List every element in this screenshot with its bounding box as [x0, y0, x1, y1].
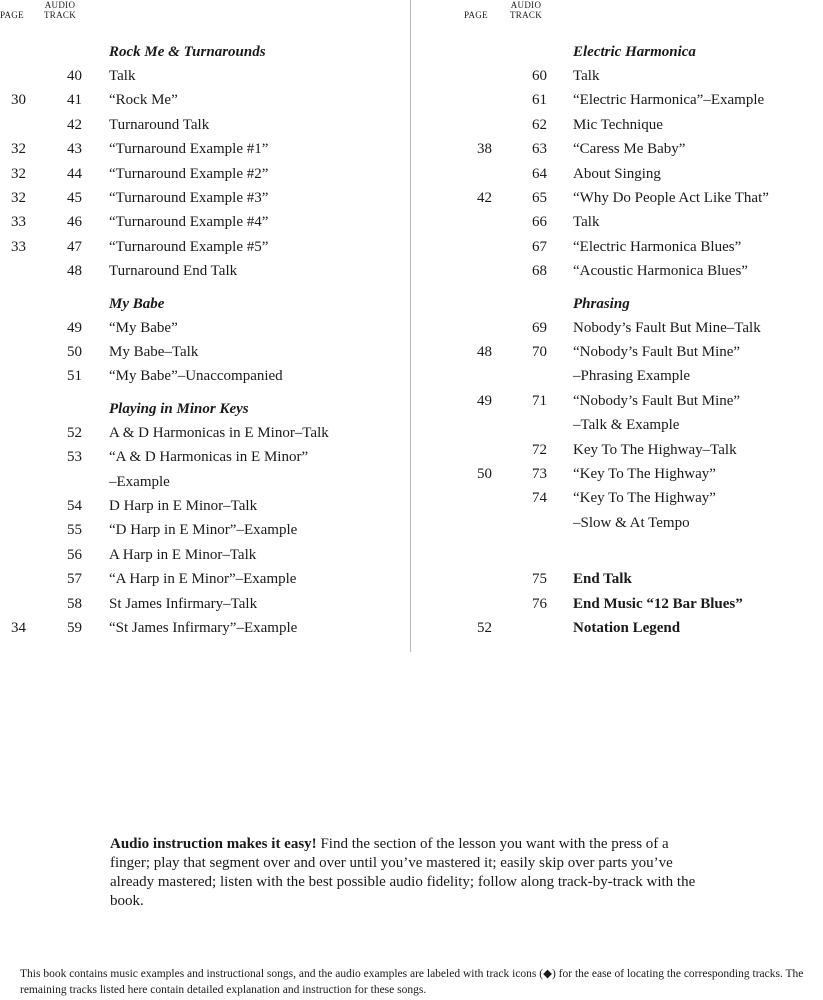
track-header-line: TRACK [44, 10, 77, 20]
track-number: 62 [532, 116, 547, 133]
page-number: 30 [11, 92, 26, 109]
track-title: “Electric Harmonica Blues” [573, 238, 742, 255]
track-title: A & D Harmonicas in E Minor–Talk [109, 424, 329, 441]
track-number: 59 [67, 620, 82, 636]
track-row [415, 139, 823, 163]
track-row [0, 115, 405, 139]
track-number: 50 [67, 344, 82, 360]
promo-paragraph [110, 835, 710, 911]
track-number: 72 [532, 441, 547, 458]
track-title: “My Babe”–Unaccompanied [109, 368, 283, 385]
track-row [415, 594, 823, 618]
track-number: 56 [67, 546, 82, 563]
track-number: 47 [67, 238, 82, 255]
track-row [0, 569, 405, 593]
promo-text: Find the section of the lesson you want with the press of a finger; play that segment over and over until you’ve mastered it; easily skip over parts you’ve already mastered; listen with the best possible audio fidelity; follow along track-by-track with the book. [110, 836, 696, 909]
track-title: A Harp in E Minor–Talk [109, 546, 257, 563]
track-row [0, 423, 405, 447]
track-row [0, 212, 405, 236]
track-number: 64 [532, 165, 547, 182]
track-number: 60 [532, 68, 547, 84]
track-number: 74 [532, 490, 547, 507]
track-row [415, 261, 823, 285]
track-number: 52 [67, 424, 82, 441]
track-row [415, 115, 823, 139]
page-number: 49 [477, 392, 492, 409]
track-row [415, 618, 823, 642]
track-row [415, 237, 823, 261]
track-title: Key To The Highway–Talk [573, 441, 737, 458]
audio-track-column-header [44, 0, 76, 20]
track-number: 43 [67, 141, 82, 158]
track-row [0, 139, 405, 163]
page-column-header: PAGE [0, 10, 24, 20]
track-row [415, 440, 823, 464]
section-heading: Playing in Minor Keys [109, 400, 249, 417]
track-title: “My Babe” [109, 319, 178, 336]
track-title: D Harp in E Minor–Talk [109, 498, 258, 514]
footnote: This book contains music examples and instructional songs, and the audio examples are labeled with track icons (◆) for the ease of locating the corresponding tracks. The remaining tracks listed here contain detailed explanation and instruction for these songs. [20, 968, 804, 996]
page-number: 34 [11, 620, 26, 636]
track-number: 75 [532, 571, 547, 588]
track-row [415, 188, 823, 212]
track-title: “Electric Harmonica”–Example [573, 92, 765, 109]
track-title: “Caress Me Baby” [573, 141, 686, 158]
track-number: 41 [67, 92, 82, 109]
track-number: 58 [67, 595, 82, 612]
track-row [0, 164, 405, 188]
track-title: “A Harp in E Minor”–Example [109, 571, 297, 588]
track-number: 76 [532, 595, 547, 612]
track-header-line: TRACK [510, 10, 543, 20]
track-title: “Nobody’s Fault But Mine” [573, 344, 741, 360]
track-number: 49 [67, 319, 82, 336]
track-title: “Why Do People Act Like That” [573, 190, 769, 206]
track-title: “Rock Me” [109, 92, 178, 109]
page-number: 33 [11, 238, 26, 255]
track-title: “Key To The Highway” [573, 466, 716, 482]
section-heading: Electric Harmonica [573, 44, 696, 60]
page-number: 48 [477, 344, 492, 360]
track-row [0, 545, 405, 569]
track-title: Talk [573, 68, 600, 84]
track-number: 68 [532, 263, 547, 280]
track-number: 45 [67, 190, 82, 206]
track-row [415, 391, 823, 415]
track-row [0, 318, 405, 342]
track-title: My Babe–Talk [109, 344, 199, 360]
audio-track-column-header [510, 0, 542, 20]
page-number: 52 [477, 620, 492, 636]
track-title: “Acoustic Harmonica Blues” [573, 263, 748, 280]
track-title: Turnaround Talk [109, 116, 210, 133]
track-row [0, 261, 405, 285]
track-title: End Talk [573, 571, 632, 588]
track-title: –Example [109, 473, 170, 490]
track-title: Nobody’s Fault But Mine–Talk [573, 319, 761, 336]
track-number: 40 [67, 68, 82, 84]
track-title: “Turnaround Example #1” [109, 141, 269, 158]
track-number: 57 [67, 571, 82, 588]
track-row [415, 464, 823, 488]
track-number: 51 [67, 368, 82, 385]
track-title: “St James Infirmary”–Example [109, 620, 298, 636]
track-number: 61 [532, 92, 547, 109]
track-title: “A & D Harmonicas in E Minor” [109, 449, 309, 466]
column-divider [410, 0, 411, 652]
track-row [0, 188, 405, 212]
track-row [415, 164, 823, 188]
track-row [0, 237, 405, 261]
track-row [415, 318, 823, 342]
track-title: –Phrasing Example [573, 368, 691, 385]
track-row [0, 366, 405, 390]
track-row [415, 212, 823, 236]
track-row [0, 90, 405, 114]
track-row [415, 90, 823, 114]
track-number: 55 [67, 522, 82, 539]
track-title: Turnaround End Talk [109, 263, 238, 280]
track-number: 71 [532, 392, 547, 409]
track-title: Notation Legend [573, 620, 681, 636]
track-title: –Slow & At Tempo [573, 514, 690, 531]
track-row [0, 594, 405, 618]
track-row [415, 569, 823, 593]
track-number: 69 [532, 319, 547, 336]
track-row [0, 618, 405, 642]
track-number: 73 [532, 466, 547, 482]
track-row [415, 415, 823, 439]
track-title: St James Infirmary–Talk [109, 595, 258, 612]
audio-header-line: AUDIO [510, 0, 542, 10]
section-heading: My Babe [109, 295, 165, 312]
track-row [0, 342, 405, 366]
track-title: Mic Technique [573, 116, 663, 133]
section-heading: Phrasing [573, 295, 630, 312]
page-number: 32 [11, 141, 26, 158]
section-heading: Rock Me & Turnarounds [109, 44, 266, 60]
track-row [0, 520, 405, 544]
track-row [415, 513, 823, 537]
track-title: “Key To The Highway” [573, 490, 716, 507]
track-title: “Turnaround Example #4” [109, 214, 269, 231]
promo-lead: Audio instruction makes it easy! [110, 836, 317, 852]
page-number: 42 [477, 190, 492, 206]
track-number: 53 [67, 449, 82, 466]
track-row [0, 447, 405, 471]
track-title: “Turnaround Example #2” [109, 165, 269, 182]
track-number: 63 [532, 141, 547, 158]
track-number: 42 [67, 116, 82, 133]
page-number: 32 [11, 165, 26, 182]
track-title: End Music “12 Bar Blues” [573, 595, 743, 612]
page-number: 38 [477, 141, 492, 158]
track-number: 70 [532, 344, 547, 360]
track-row [0, 66, 405, 90]
track-title: Talk [573, 214, 600, 231]
page-number: 32 [11, 190, 26, 206]
track-title: About Singing [573, 165, 661, 182]
track-number: 44 [67, 165, 82, 182]
audio-header-line: AUDIO [44, 0, 76, 10]
track-row [415, 366, 823, 390]
track-number: 65 [532, 190, 547, 206]
track-number: 46 [67, 214, 82, 231]
track-title: –Talk & Example [573, 417, 680, 434]
track-title: “D Harp in E Minor”–Example [109, 522, 298, 539]
track-title: “Turnaround Example #5” [109, 238, 269, 255]
page-column-header: PAGE [464, 10, 488, 20]
track-number: 54 [67, 498, 82, 514]
track-row [415, 342, 823, 366]
track-number: 48 [67, 263, 82, 280]
track-row [0, 496, 405, 520]
track-number: 67 [532, 238, 547, 255]
track-number: 66 [532, 214, 547, 231]
track-title: Talk [109, 68, 136, 84]
track-title: “Nobody’s Fault But Mine” [573, 392, 741, 409]
track-title: “Turnaround Example #3” [109, 190, 269, 206]
track-row [415, 488, 823, 512]
page-number: 50 [477, 466, 492, 482]
track-row [415, 66, 823, 90]
page-number: 33 [11, 214, 26, 231]
track-row [0, 472, 405, 496]
